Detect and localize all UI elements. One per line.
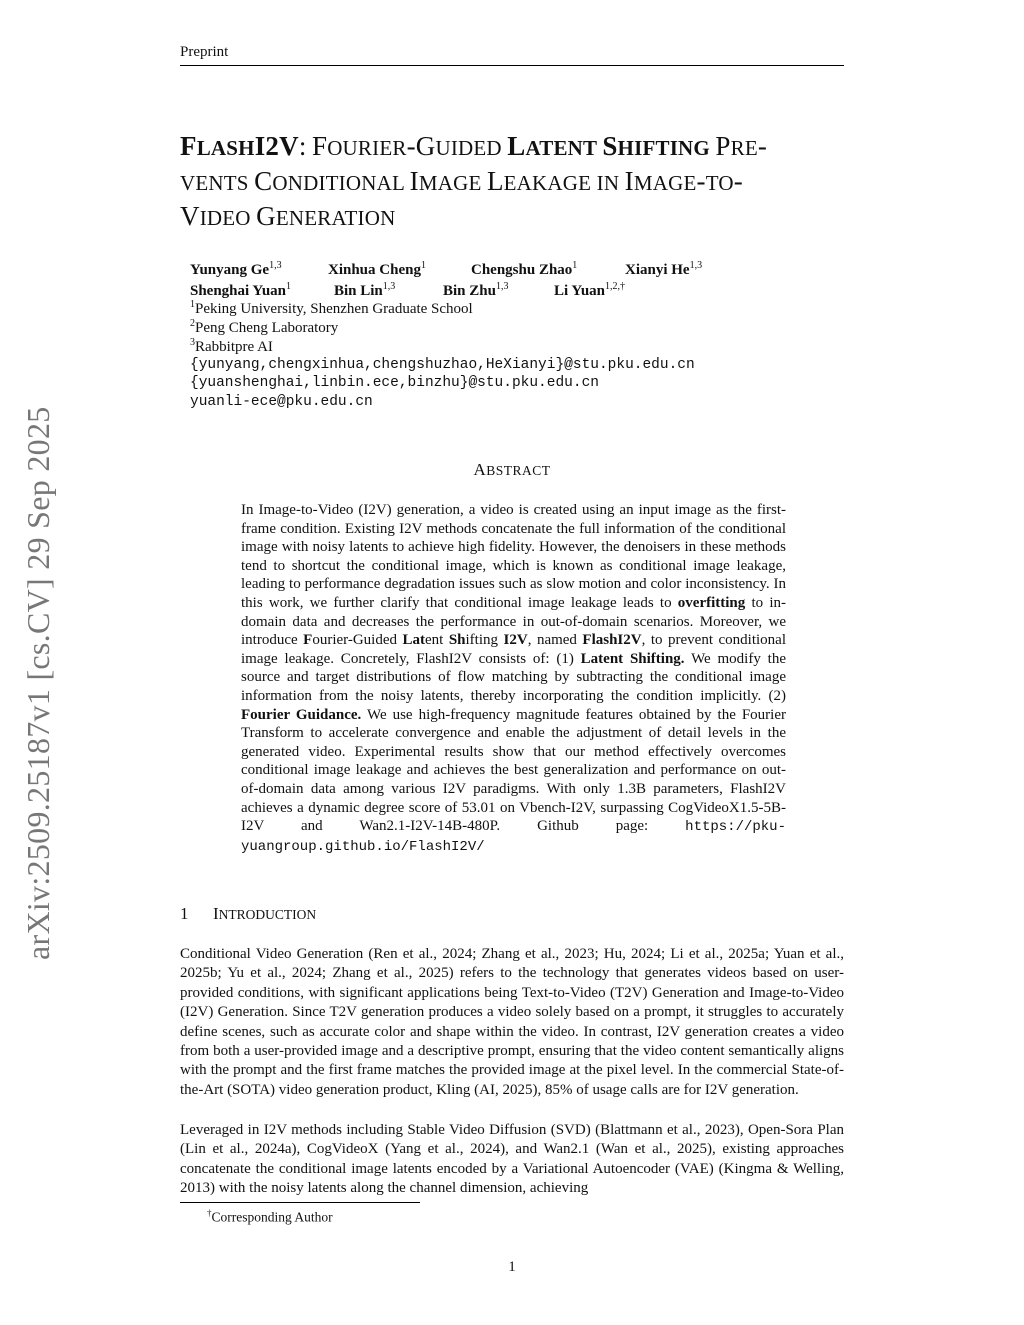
intro-paragraph-2: Leveraged in I2V methods including Stable Video Diffusion (SVD) (Blattmann et al., 2023), Open-Sora Plan (Lin et al., 2024a), CogVideoX (Yang et al., 2024), and Wan2.1 (Wan et al., 2025), existing approaches concatenate the conditional image latents encoded by a Variational Autoencoder (VAE) (Kingma & Welling, 2013) with the noisy latents along the channel dimension, achieving [180,1122,844,1197]
author: Yunyang Ge$^{1,3}$ [190,260,282,278]
email-line: {yuanshenghai,linbin.ece,binzhu}@stu.pku.edu.cn [190,375,599,391]
author-row-1 [190,260,702,279]
author: Xianyi He$^{1,3}$ [625,260,703,278]
title-line-2: VENTS CONDITIONAL IMAGE LEAKAGE IN IMAGE-TO- [180,166,743,196]
arxiv-stamp: arXiv:2509.25187v1 [cs.CV] 29 Sep 2025 [20,406,56,960]
abstract-body: In Image-to-Video (I2V) generation, a video is created using an input image as the first-frame condition. Existing I2V methods concatenate the full information of the conditional image with noisy latents to achieve high fidelity. However, the denoisers in these methods tend to shortcut the conditional image, which is known as conditional image leakage, leading to performance degradation issues such as slow motion and color inconsistency. In this work, we further clarify that conditional image leakage leads to overfitting to in-domain data and decreases the performance in out-of-domain scenarios. Moreover, we introduce Fourier-Guided Latent Shifting I2V, named FlashI2V, to prevent conditional image leakage. Concretely, FlashI2V consists of: (1) Latent Shifting. We modify the source and target distributions of flow matching by subtracting the conditional image information from the noisy latents, thereby incorporating the condition implicitly. (2) Fourier Guidance. We use high-frequency magnitude features obtained by the Fourier Transform to accelerate convergence and enable the adjustment of detail levels in the generated video. Experimental results show that our method effectively overcomes conditional image leakage and achieves the best generalization and performance on out-of-domain data among various I2V paradigms. With only 1.3B parameters, FlashI2V achieves a dynamic degree score of 53.01 on Vbench-I2V, surpassing CogVideoX1.5-5B-I2V and Wan2.1-I2V-14B-480P. Github page: https://pku-yuangroup.github.io/FlashI2V/ [241,502,786,855]
author: Xinhua Cheng$^1$ [328,260,426,278]
intro-paragraph-1: Conditional Video Generation (Ren et al., 2024; Zhang et al., 2023; Hu, 2024; Li et al., 2025a; Yuan et al., 2025b; Yu et al., 2024; Zhang et al., 2025) refers to the technology that generates videos based on user-provided conditions, with significant applications being Text-to-Video (T2V) Generation and Image-to-Video (I2V) Generation. Since T2V generation produces a video solely based on a prompt, it struggles to accurately define scenes, such as accurate color and shape within the video. In contrast, I2V generation creates a video from both a user-provided image and a descriptive prompt, ensuring that the video content semantically aligns with the prompt and the first frame matches the provided image at the pixel level. In the commercial State-of-the-Art (SOTA) video generation product, Kling (AI, 2025), 85% of usage calls are for I2V generation. [180,946,844,1098]
author: Chengshu Zhao$^1$ [471,260,578,278]
running-header: Preprint [180,44,229,60]
github-link[interactable]: https://pku-yuangroup.github.io/FlashI2V/ [241,819,786,855]
author: Li Yuan$^{1,2,\dagger}$ [554,281,626,299]
section-heading-introduction: 1 INTRODUCTION [180,904,317,923]
affiliation: $^3$Rabbitpre AI [190,337,273,355]
header-rule [180,65,844,66]
author: Bin Lin$^{1,3}$ [334,281,396,299]
author-row-2 [190,281,625,300]
title-line-1: FLASHI2V: FOURIER-GUIDED LATENT SHIFTING PRE- [180,131,768,161]
author: Shenghai Yuan$^1$ [190,281,292,299]
affiliation: $^1$Peking University, Shenzhen Graduate School [190,299,473,317]
title-line-3: VIDEO GENERATION [180,201,396,231]
email-line: {yunyang,chengxinhua,chengshuzhao,HeXianyi}@stu.pku.edu.cn [190,357,695,373]
footnote: †Corresponding Author [207,1208,333,1225]
paper-title [180,130,850,235]
footnote-rule [180,1202,420,1203]
affiliation: $^2$Peng Cheng Laboratory [190,318,339,336]
email-line: yuanli-ece@pku.edu.cn [190,394,373,410]
author: Bin Zhu$^{1,3}$ [443,281,509,299]
page-number: 1 [508,1259,516,1275]
abstract-heading: ABSTRACT [473,460,551,479]
